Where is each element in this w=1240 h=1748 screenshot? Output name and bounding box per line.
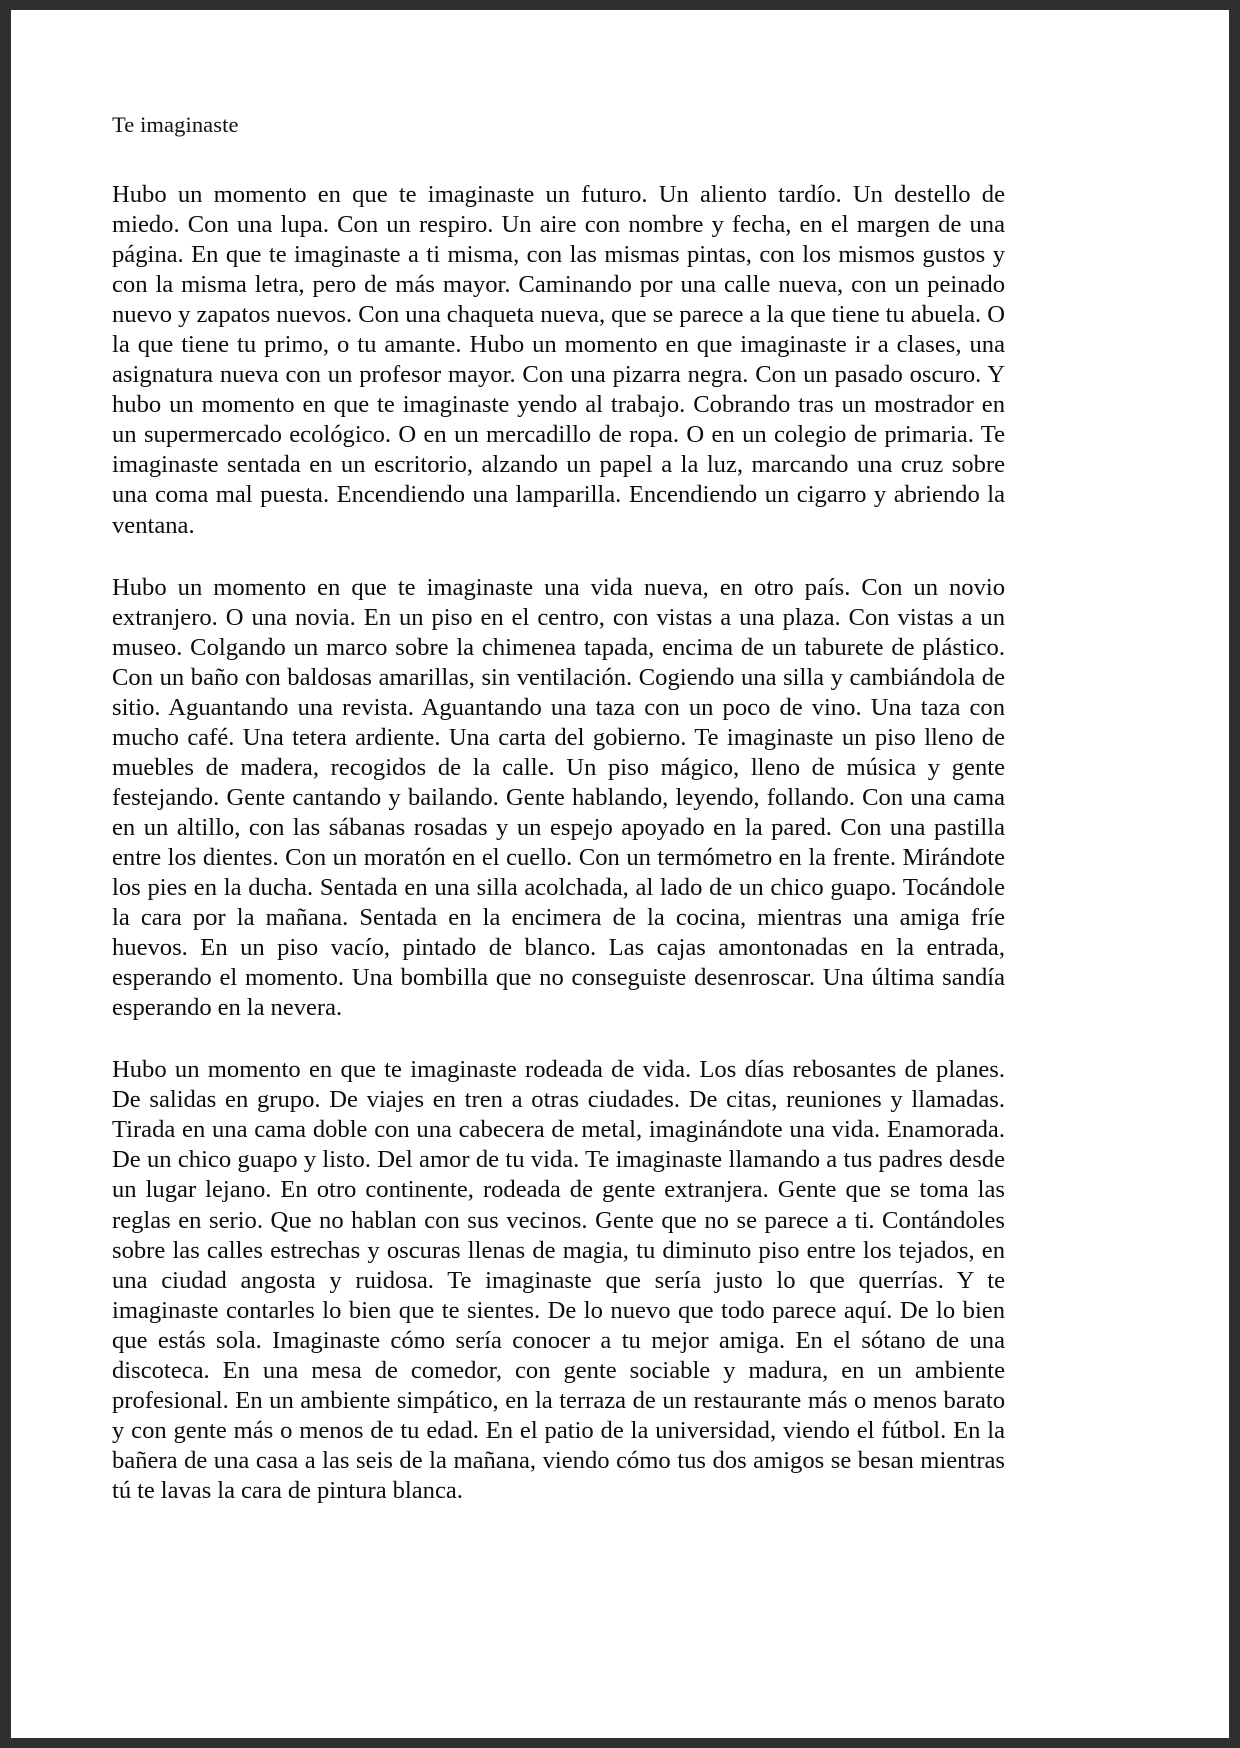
document-page-body xyxy=(11,10,1229,1738)
paragraph: Hubo un momento en que te imaginaste una vida nueva, en otro país. Con un novio extranjero. O una novia. En un piso en el centro, con vistas a una plaza. Con vistas a un museo. Colgando un marco sobre la chimenea tapada, encima de un taburete de plástico. Con un baño con baldosas amarillas, sin ventilación. Cogiendo una silla y cambiándola de sitio. Aguantando una revista. Aguantando una taza con un poco de vino. Una taza con mucho café. Una tetera ardiente. Una carta del gobierno. Te imaginaste un piso lleno de muebles de madera, recogidos de la calle. Un piso mágico, lleno de música y gente festejando. Gente cantando y bailando. Gente hablando, leyendo, follando. Con una cama en un altillo, con las sábanas rosadas y un espejo apoyado en la pared. Con una pastilla entre los dientes. Con un moratón en el cuello. Con un termómetro en la frente. Mirándote los pies en la ducha. Sentada en una silla acolchada, al lado de un chico guapo. Tocándole la cara por la mañana. Sentada en la encimera de la cocina, mientras una amiga fríe huevos. En un piso vacío, pintado de blanco. Las cajas amontonadas en la entrada, esperando el momento. Una bombilla que no conseguiste desenroscar. Una última sandía esperando en la nevera. xyxy=(112,573,1005,1022)
document-title: Te imaginaste xyxy=(112,112,239,137)
document-text-body xyxy=(112,180,1129,1506)
paragraph: Hubo un momento en que te imaginaste un futuro. Un aliento tardío. Un destello de miedo. Con una lupa. Con un respiro. Un aire con nombre y fecha, en el margen de una página. En que te imaginaste a ti misma, con las mismas pintas, con los mismos gustos y con la misma letra, pero de más mayor. Caminando por una calle nueva, con un peinado nuevo y zapatos nuevos. Con una chaqueta nueva, que se parece a la que tiene tu abuela. O la que tiene tu primo, o tu amante. Hubo un momento en que imaginaste ir a clases, una asignatura nueva con un profesor mayor. Con una pizarra negra. Con un pasado oscuro. Y hubo un momento en que te imaginaste yendo al trabajo. Cobrando tras un mostrador en un supermercado ecológico. O en un mercadillo de ropa. O en un colegio de primaria. Te imaginaste sentada en un escritorio, alzando un papel a la luz, marcando una cruz sobre una coma mal puesta. Encendiendo una lamparilla. Encendiendo un cigarro y abriendo la ventana. xyxy=(112,181,1005,539)
paragraph: Hubo un momento en que te imaginaste rodeada de vida. Los días rebosantes de planes. De salidas en grupo. De viajes en tren a otras ciudades. De citas, reuniones y llamadas. Tirada en una cama doble con una cabecera de metal, imaginándote una vida. Enamorada. De un chico guapo y listo. Del amor de tu vida. Te imaginaste llamando a tus padres desde un lugar lejano. En otro continente, rodeada de gente extranjera. Gente que se toma las reglas en serio. Que no hablan con sus vecinos. Gente que no se parece a ti. Contándoles sobre las calles estrechas y oscuras llenas de magia, tu diminuto piso entre los tejados, en una ciudad angosta y ruidosa. Te imaginaste que sería justo lo que querrías. Y te imaginaste contarles lo bien que te sientes. De lo nuevo que todo parece aquí. De lo bien que estás sola. Imaginaste cómo sería conocer a tu mejor amiga. En el sótano de una discoteca. En una mesa de comedor, con gente sociable y madura, en un ambiente profesional. En un ambiente simpático, en la terraza de un restaurante más o menos barato y con gente más o menos de tu edad. En el patio de la universidad, viendo el fútbol. En la bañera de una casa a las seis de la mañana, viendo cómo tus dos amigos se besan mientras tú te lavas la cara de pintura blanca. xyxy=(112,1056,1005,1504)
